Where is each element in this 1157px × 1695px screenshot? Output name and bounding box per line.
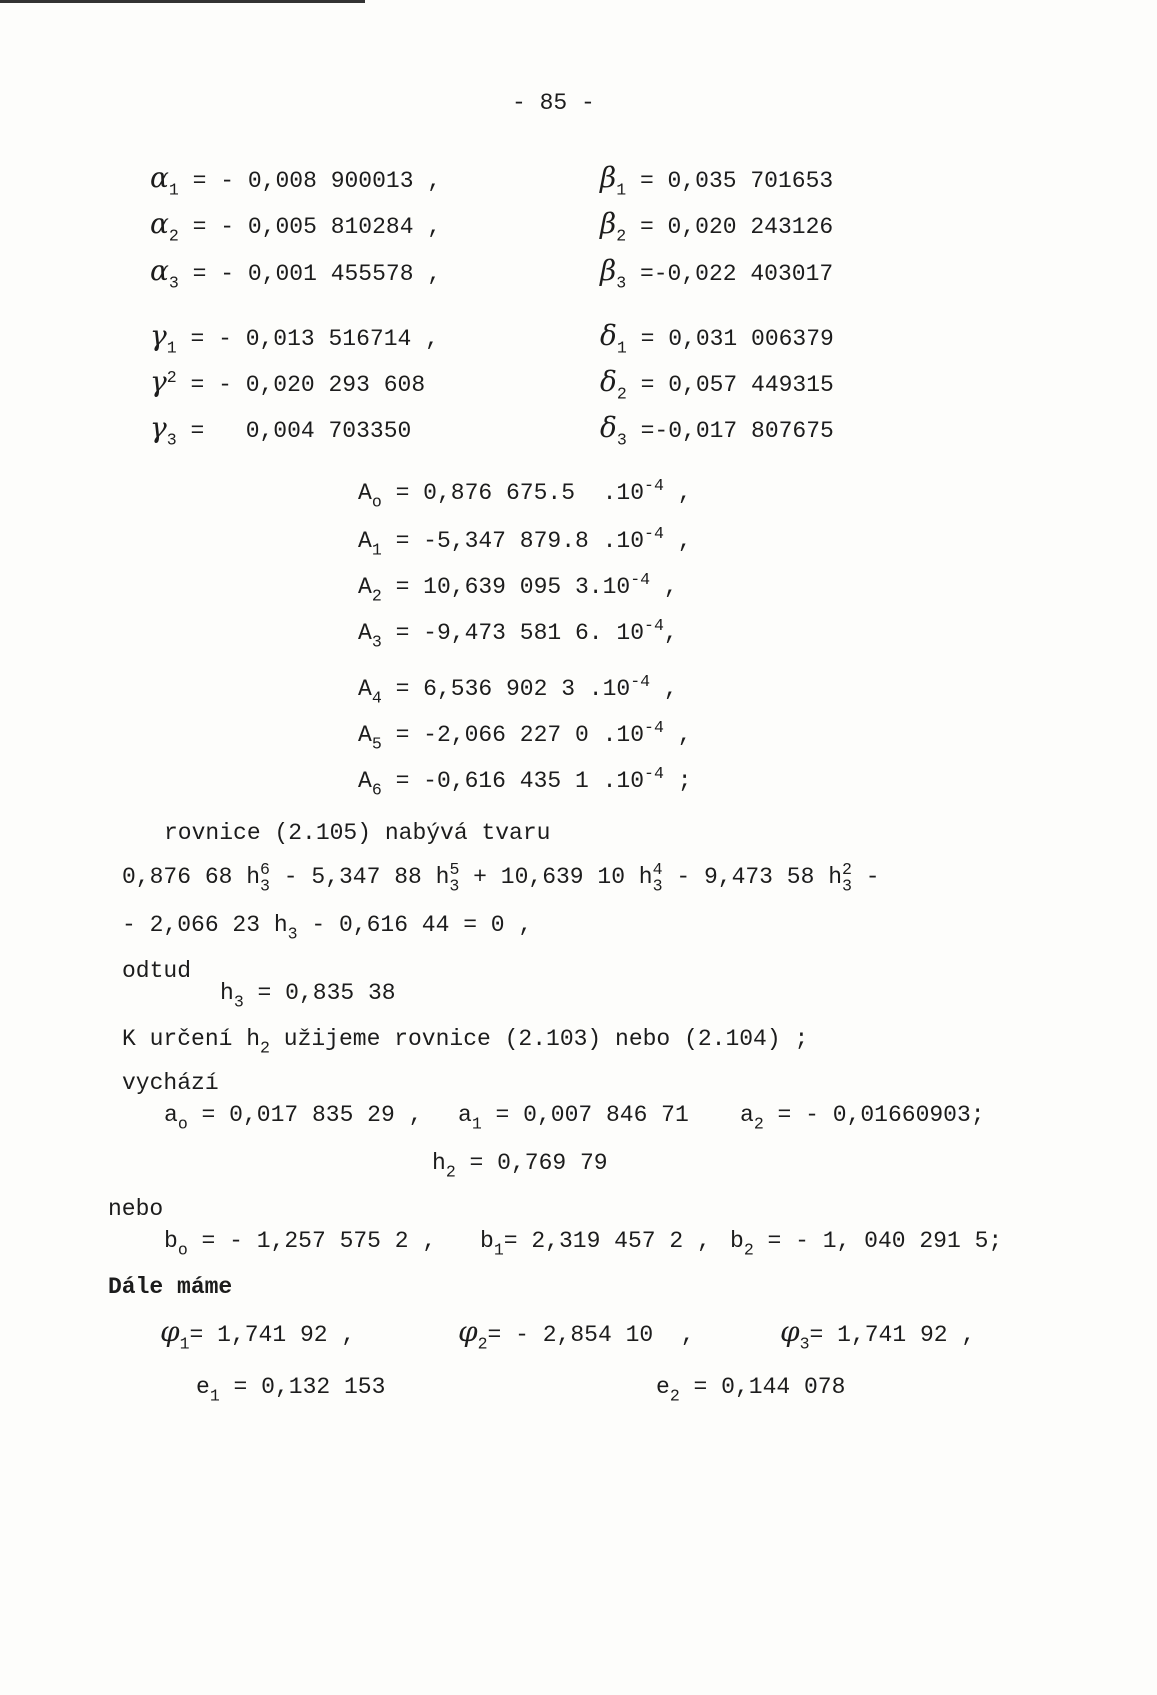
page-number: - 85 - xyxy=(512,90,595,116)
beta-2-row: $\beta_2 = 0,020$ 243126 xyxy=(600,207,834,246)
text-nebo: nebo xyxy=(108,1196,164,1222)
gamma-1-row: $\gamma_1$ = - 0,013 516714 , xyxy=(150,319,439,358)
a0-value: $a_o = 0,017$ 835 29 , xyxy=(164,1102,423,1134)
phi-2-value: $\varphi_2= - 2,854$ 10 , xyxy=(458,1315,695,1354)
phi-1-value: $\varphi_1= 1,741$ 92 , xyxy=(160,1315,356,1354)
text-vychazi: vychází xyxy=(122,1070,219,1096)
A0-row: $A_o = 0,876$ 675.5 $.10^{-4}$ , xyxy=(358,475,692,512)
alpha-1-row: $\alpha_1$ = - 0,008 900013 , xyxy=(150,161,442,200)
scan-edge-line xyxy=(0,0,365,3)
alpha-3-row: $\alpha_3$ = - 0,001 455578 , xyxy=(150,254,442,293)
A5-row: $A_5 = -2,066$ 227 0 $.10^{-4}$ , xyxy=(358,717,692,754)
A1-row: $A_1 = -5,347$ 879.8 $.10^{-4}$ , xyxy=(358,523,692,560)
b2-value: $b_2$ = - 1, 040 291 5; xyxy=(730,1228,1003,1260)
text-odtud: odtud xyxy=(122,958,192,984)
polynomial-line-1: 0,876 68 $h_3^6 - 5,347$ 88 $h_3^5 + 10,639$ 10 $h_3^4 - 9,473$ 58 $h_3^2$ - xyxy=(122,859,880,896)
h2-result: $h_2 = 0,769$ 79 xyxy=(432,1150,608,1182)
text-rovnice: rovnice (2.105) nabývá tvaru xyxy=(164,820,551,846)
A3-row: $A_3 = -9,473$ 581 6. $10^{-4}$, xyxy=(358,615,678,652)
gamma-3-row: $\gamma_3 = 0,004$ 703350 xyxy=(150,411,412,450)
e1-value: $e_1 = 0,132$ 153 xyxy=(196,1374,386,1406)
delta-3-row: $\delta_3 =-0,017$ 807675 xyxy=(600,411,834,450)
gamma-2-row: $\gamma^2$ = - 0,020 293 608 xyxy=(150,365,426,398)
e2-value: $e_2 = 0,144$ 078 xyxy=(656,1374,846,1406)
alpha-2-row: $\alpha_2$ = - 0,005 810284 , xyxy=(150,207,442,246)
delta-1-row: $\delta_1 = 0,031$ 006379 xyxy=(600,319,834,358)
beta-1-row: $\beta_1 = 0,035$ 701653 xyxy=(600,161,834,200)
beta-3-row: $\beta_3 =-0,022$ 403017 xyxy=(600,254,834,293)
text-urceni: K určení $h_2$ užijeme rovnice (2.103) nebo (2.104) ; xyxy=(122,1026,809,1058)
h3-result: $h_3 = 0,835$ 38 xyxy=(220,980,396,1012)
A4-row: $A_4 = 6,536$ 902 3 $.10^{-4}$ , xyxy=(358,671,678,708)
delta-2-row: $\delta_2 = 0,057$ 449315 xyxy=(600,365,834,404)
polynomial-line-2: - 2,066 23 $h_3 - 0,616$ 44 = 0 , xyxy=(122,912,533,944)
A2-row: $A_2 = 10,639$ 095 $3.10^{-4}$ , xyxy=(358,569,678,606)
b0-value: $b_o$ = - 1,257 575 2 , xyxy=(164,1228,437,1260)
a2-value: $a_2$ = - 0,01660903; xyxy=(740,1102,985,1134)
A6-row: $A_6 = -0,616$ 435 1 $.10^{-4}$ ; xyxy=(358,763,692,800)
b1-value: $b_1= 2,319$ 457 2 , xyxy=(480,1228,711,1260)
text-dale: Dále máme xyxy=(108,1274,233,1300)
a1-value: $a_1 = 0,007$ 846 71 xyxy=(458,1102,689,1134)
phi-3-value: $\varphi_3= 1,741$ 92 , xyxy=(780,1315,976,1354)
